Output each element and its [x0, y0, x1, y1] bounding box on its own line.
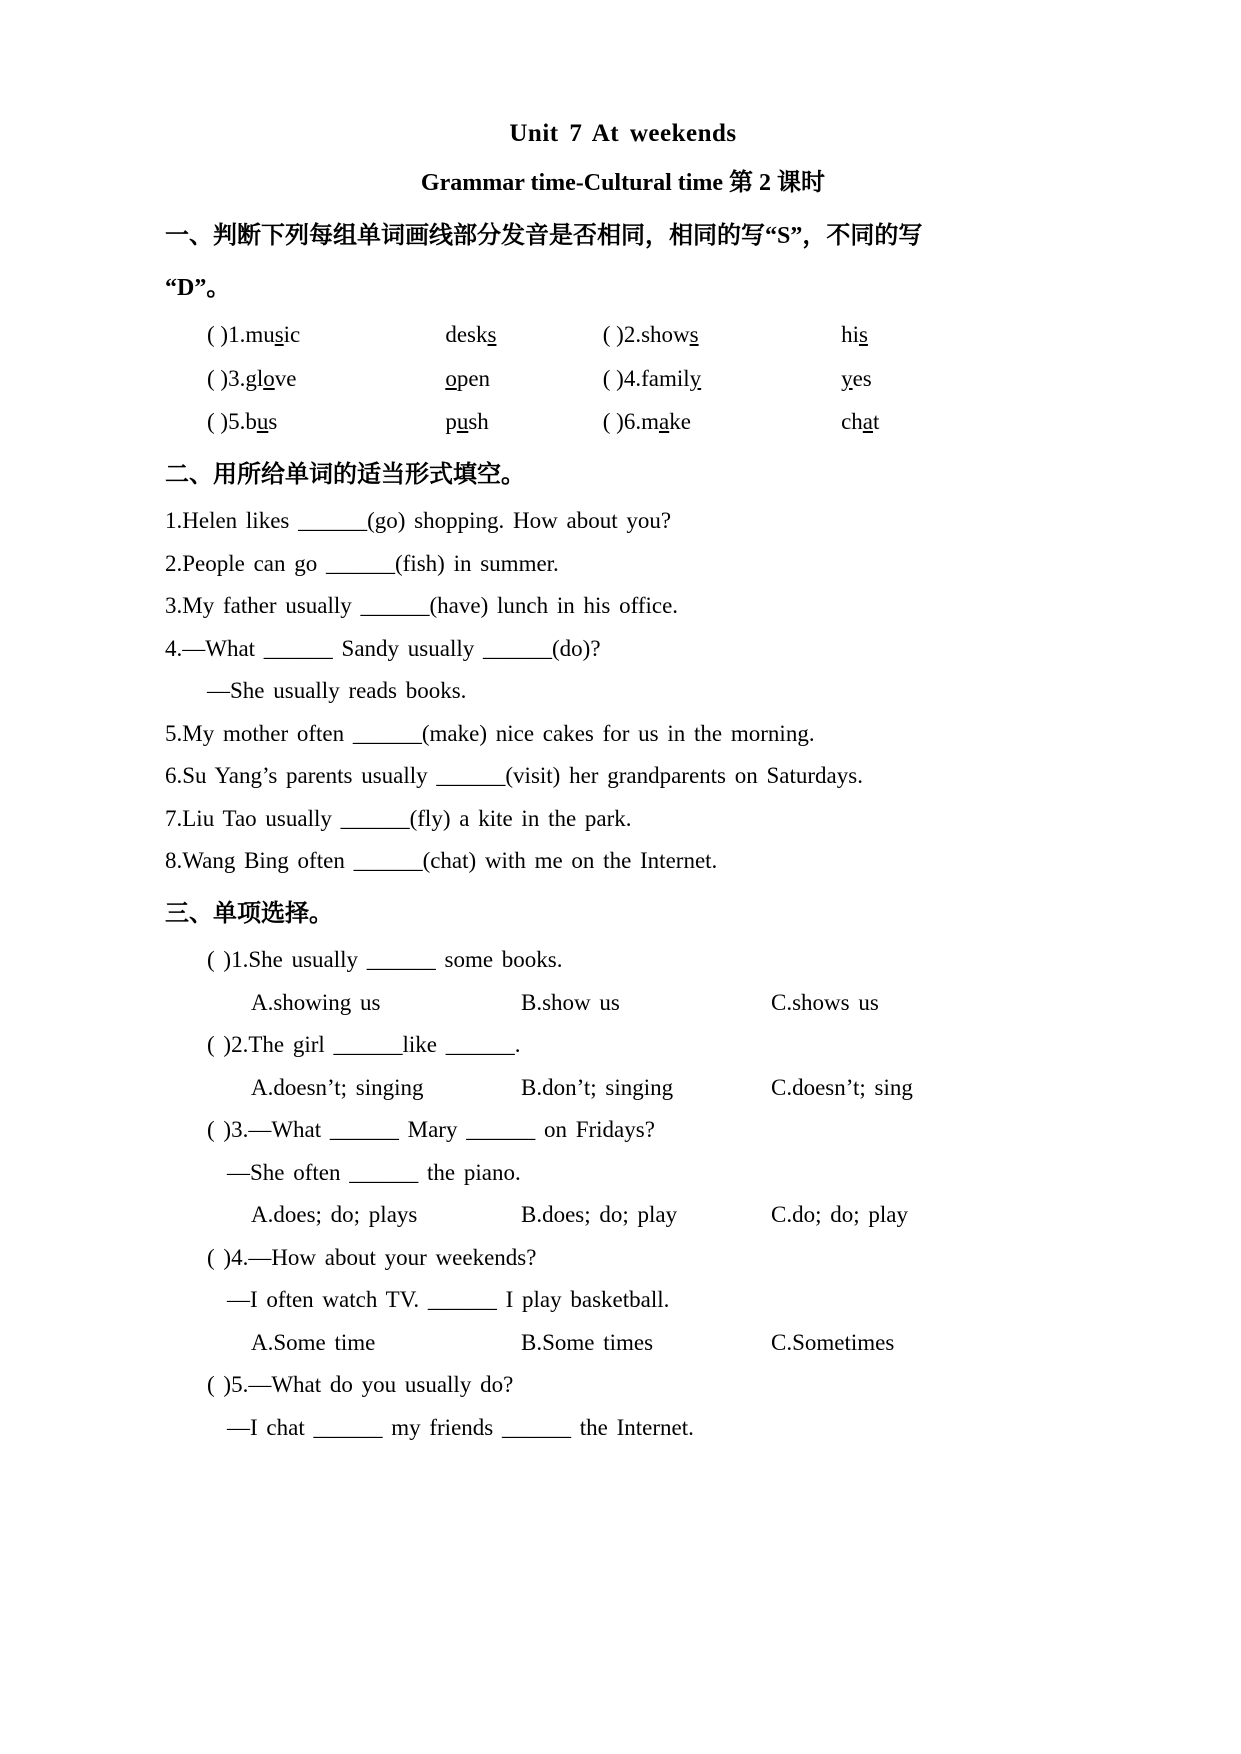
fill-blank-item: 8.Wang Bing often ______(chat) with me on the Internet. — [165, 848, 718, 874]
choice-option-c[interactable]: C.shows us — [771, 989, 879, 1015]
choice-option-c[interactable]: C.do; do; play — [771, 1202, 908, 1228]
answer-bracket[interactable]: ( )3. — [207, 365, 246, 391]
pron-left-group — [207, 313, 597, 357]
section-1-heading-line1: 一、判断下列每组单词画线部分发音是否相同，相同的写“S”，不同的写 — [165, 223, 923, 249]
choice-options — [165, 1067, 1081, 1110]
pron-word: make — [641, 409, 691, 435]
pron-word: music — [245, 322, 301, 347]
pron-row — [165, 400, 1081, 444]
pron-word: shows — [641, 322, 699, 347]
choice-option-b[interactable]: B.show us — [521, 989, 620, 1015]
pron-word: bus — [245, 409, 278, 435]
choice-question-stem[interactable]: ( )2.The girl ______like ______. — [207, 1032, 521, 1058]
page-title: Unit 7 At weekends — [509, 120, 737, 147]
choice-option-a[interactable]: A.doesn’t; singing — [251, 1074, 424, 1100]
choice-option-c[interactable]: C.Sometimes — [771, 1329, 895, 1355]
choice-options — [165, 982, 1081, 1025]
choice-options — [165, 1194, 1081, 1237]
answer-bracket[interactable]: ( )2. — [602, 322, 642, 347]
fill-blank-item: 5.My mother often ______(make) nice cakes for us in the morning. — [165, 720, 815, 746]
fill-blank-item: 4.—What ______ Sandy usually ______(do)? — [165, 635, 601, 661]
choice-question-subline: —She often ______ the piano. — [227, 1159, 521, 1185]
choice-option-b[interactable]: B.Some times — [521, 1329, 654, 1355]
pron-word: open — [445, 365, 491, 391]
choice-option-a[interactable]: A.showing us — [251, 989, 381, 1015]
fill-blank-item: 1.Helen likes ______(go) shopping. How about you? — [165, 508, 672, 534]
pron-word: his — [841, 322, 868, 347]
choice-question-stem[interactable]: ( )4.—How about your weekends? — [207, 1244, 537, 1270]
pron-word: desks — [445, 322, 497, 347]
choice-option-b[interactable]: B.does; do; play — [521, 1202, 678, 1228]
pron-word: push — [445, 409, 489, 435]
choice-question-stem[interactable]: ( )1.She usually ______ some books. — [207, 946, 563, 972]
section-3-heading: 三、单项选择。 — [165, 900, 333, 927]
answer-bracket[interactable]: ( )4. — [602, 365, 642, 391]
choice-option-b[interactable]: B.don’t; singing — [521, 1074, 674, 1100]
choice-question-stem[interactable]: ( )3.—What ______ Mary ______ on Fridays? — [207, 1117, 655, 1143]
pron-word: yes — [841, 365, 872, 391]
pron-row — [165, 357, 1081, 401]
pron-right-group — [603, 357, 872, 401]
fill-blank-item: 3.My father usually ______(have) lunch in his office. — [165, 593, 679, 619]
fill-blank-item: 7.Liu Tao usually ______(fly) a kite in the park. — [165, 805, 632, 831]
pron-left-group — [207, 357, 597, 401]
fill-blank-item: 6.Su Yang’s parents usually ______(visit) her grandparents on Saturdays. — [165, 763, 863, 789]
page-subtitle: Grammar time-Cultural time 第 2 课时 — [420, 170, 826, 196]
fill-blank-item-subline: —She usually reads books. — [207, 678, 467, 704]
choice-option-c[interactable]: C.doesn’t; sing — [771, 1074, 913, 1100]
pron-row — [165, 313, 1081, 357]
answer-bracket[interactable]: ( )5. — [207, 409, 246, 435]
pron-word: chat — [841, 409, 880, 435]
choice-question-stem[interactable]: ( )5.—What do you usually do? — [207, 1372, 514, 1398]
choice-options — [165, 1322, 1081, 1365]
fill-blank-item: 2.People can go ______(fish) in summer. — [165, 550, 559, 576]
pron-word: glove — [245, 365, 297, 391]
answer-bracket[interactable]: ( )1. — [207, 322, 246, 347]
choice-question-subline: —I often watch TV. ______ I play basketball. — [227, 1287, 670, 1313]
section-2-heading: 二、用所给单词的适当形式填空。 — [165, 462, 525, 489]
pron-right-group — [603, 313, 868, 357]
section-1-heading-line2: “D”。 — [165, 275, 231, 301]
pron-word: family — [641, 365, 702, 391]
pron-left-group — [207, 400, 597, 444]
answer-bracket[interactable]: ( )6. — [602, 409, 642, 435]
pron-right-group — [603, 400, 880, 444]
choice-question-subline: —I chat ______ my friends ______ the Internet. — [227, 1415, 694, 1440]
choice-option-a[interactable]: A.does; do; plays — [251, 1202, 418, 1228]
choice-option-a[interactable]: A.Some time — [251, 1329, 376, 1355]
